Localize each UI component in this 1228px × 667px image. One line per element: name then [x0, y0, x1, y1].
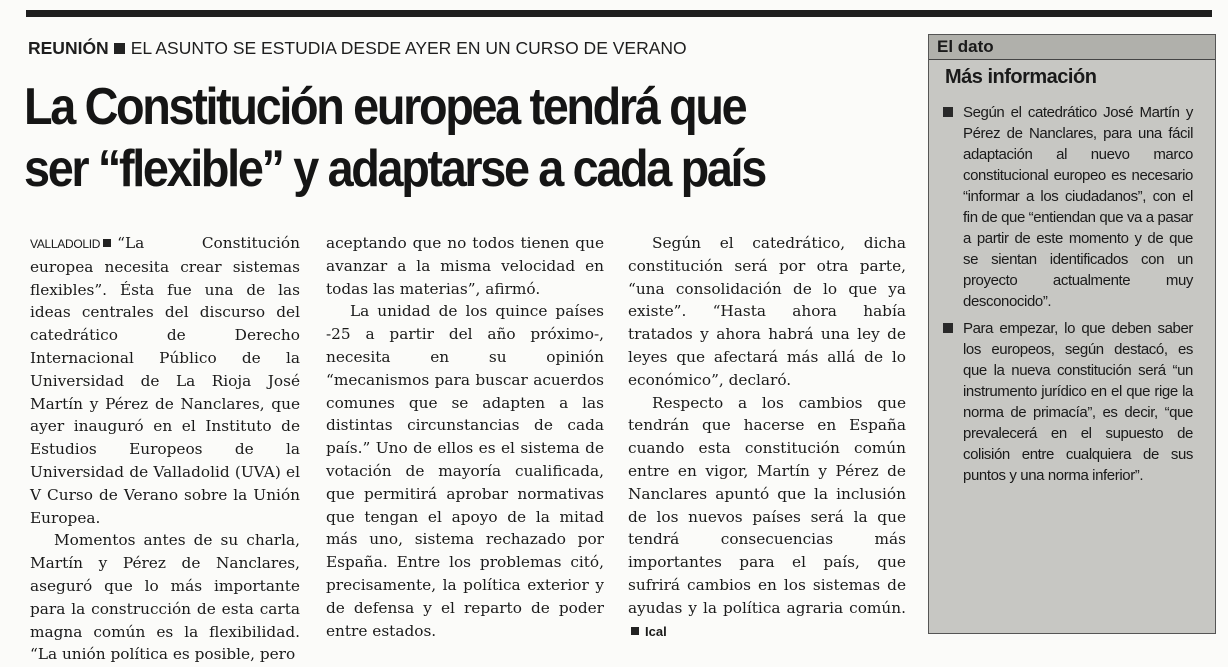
sidebar-header: El dato [929, 35, 1215, 60]
bullet-square-icon [943, 107, 953, 117]
bullet-square-icon [943, 323, 953, 333]
sidebar-item-text: Para empezar, lo que deben saber los europeos, según destacó, es que la nueva constitución será “un instrumento jurídico en el que rige la norma de primacía”, es decir, “que prevalecerá en el supuesto de colisión entre cualquiera de sus puntos y una norma inferior”. [963, 320, 1193, 484]
info-sidebar [928, 34, 1216, 634]
article-column-2 [326, 232, 604, 642]
article-paragraph: Según el catedrático, dicha constitución será por otra parte, “una consolidación de lo que ya existe”. “Hasta ahora había tratados y ahora habrá una ley de leyes que afectará más allá de lo económico”, declaró. [628, 234, 906, 389]
signature: Ical [645, 623, 667, 639]
headline-line-1: La Constitución europea tendrá que [24, 78, 746, 136]
signature-square-icon [631, 627, 639, 635]
headline [24, 76, 825, 200]
sidebar-item [963, 318, 1193, 486]
article-paragraph: aceptando que no todos tienen que avanzar a la misma velocidad en todas las materias”, afirmó. [326, 234, 604, 298]
sidebar-item [963, 102, 1193, 312]
kicker-label: REUNIÓN [28, 38, 109, 58]
article-column-1 [30, 232, 300, 666]
article-paragraph: La unidad de los quince países -25 a partir del año próximo-, necesita en su opinión “mecanismos para buscar acuerdos comunes que se adapten a las distintas circunstancias de cada país.” Uno de ellos es el sistema de votación de mayoría cualificada, que permitirá aprobar normativas que tengan el apoyo de la mitad más uno, sistema rechazado por España. Entre los problemas citó, precisamente, la política exterior y de defensa y el reparto de poder entre estados. [326, 302, 604, 640]
headline-line-2: ser “flexible” y adaptarse a cada país [24, 140, 765, 198]
dateline-square-icon [103, 239, 111, 247]
kicker-square-icon [114, 43, 125, 54]
kicker [28, 38, 908, 60]
top-rule [26, 10, 1212, 17]
article-paragraph: Momentos antes de su charla, Martín y Pérez de Nanclares, aseguró que lo más importante para la construcción de esta carta magna común es la flexibilidad. “La unión política es posible, pero [30, 531, 300, 664]
sidebar-title: Más información [945, 66, 1097, 88]
article-column-3 [628, 232, 906, 643]
article-paragraph [628, 392, 906, 644]
article-paragraph [30, 232, 300, 529]
dateline: VALLADOLID [30, 237, 101, 251]
paragraph-text: Respecto a los cambios que tendrán que hacerse en España cuando esta constitución común entre en vigor, Martín y Pérez de Nanclares apuntó que la inclusión de los nuevos países será la que tendrá consecuencias más importantes para el país, que sufrirá cambios en los sistemas de ayudas y la política agraria común. [628, 393, 906, 617]
sidebar-item-text: Según el catedrático José Martín y Pérez de Nanclares, para una fácil adaptación al nuevo marco constitucional europeo es necesario “informar a los ciudadanos”, con el fin de que “entiendan que va a pasar a partir de este momento y de que se sientan identificados con un proyecto actualmente muy desconocido”. [963, 104, 1193, 310]
kicker-text: EL ASUNTO SE ESTUDIA DESDE AYER EN UN CURSO DE VERANO [130, 38, 687, 58]
paragraph-text: “La Constitución europea necesita crear sistemas flexibles”. Ésta fue una de las ideas centrales del discurso del catedrático de Derecho Internacional Público de la Universidad de La Rioja José Martín y Pérez de Nanclares, que ayer inauguró en el Instituto de Estudios Europeos de la Universidad de Valladolid (UVA) el V Curso de Verano sobre la Unión Europea. [30, 234, 300, 527]
